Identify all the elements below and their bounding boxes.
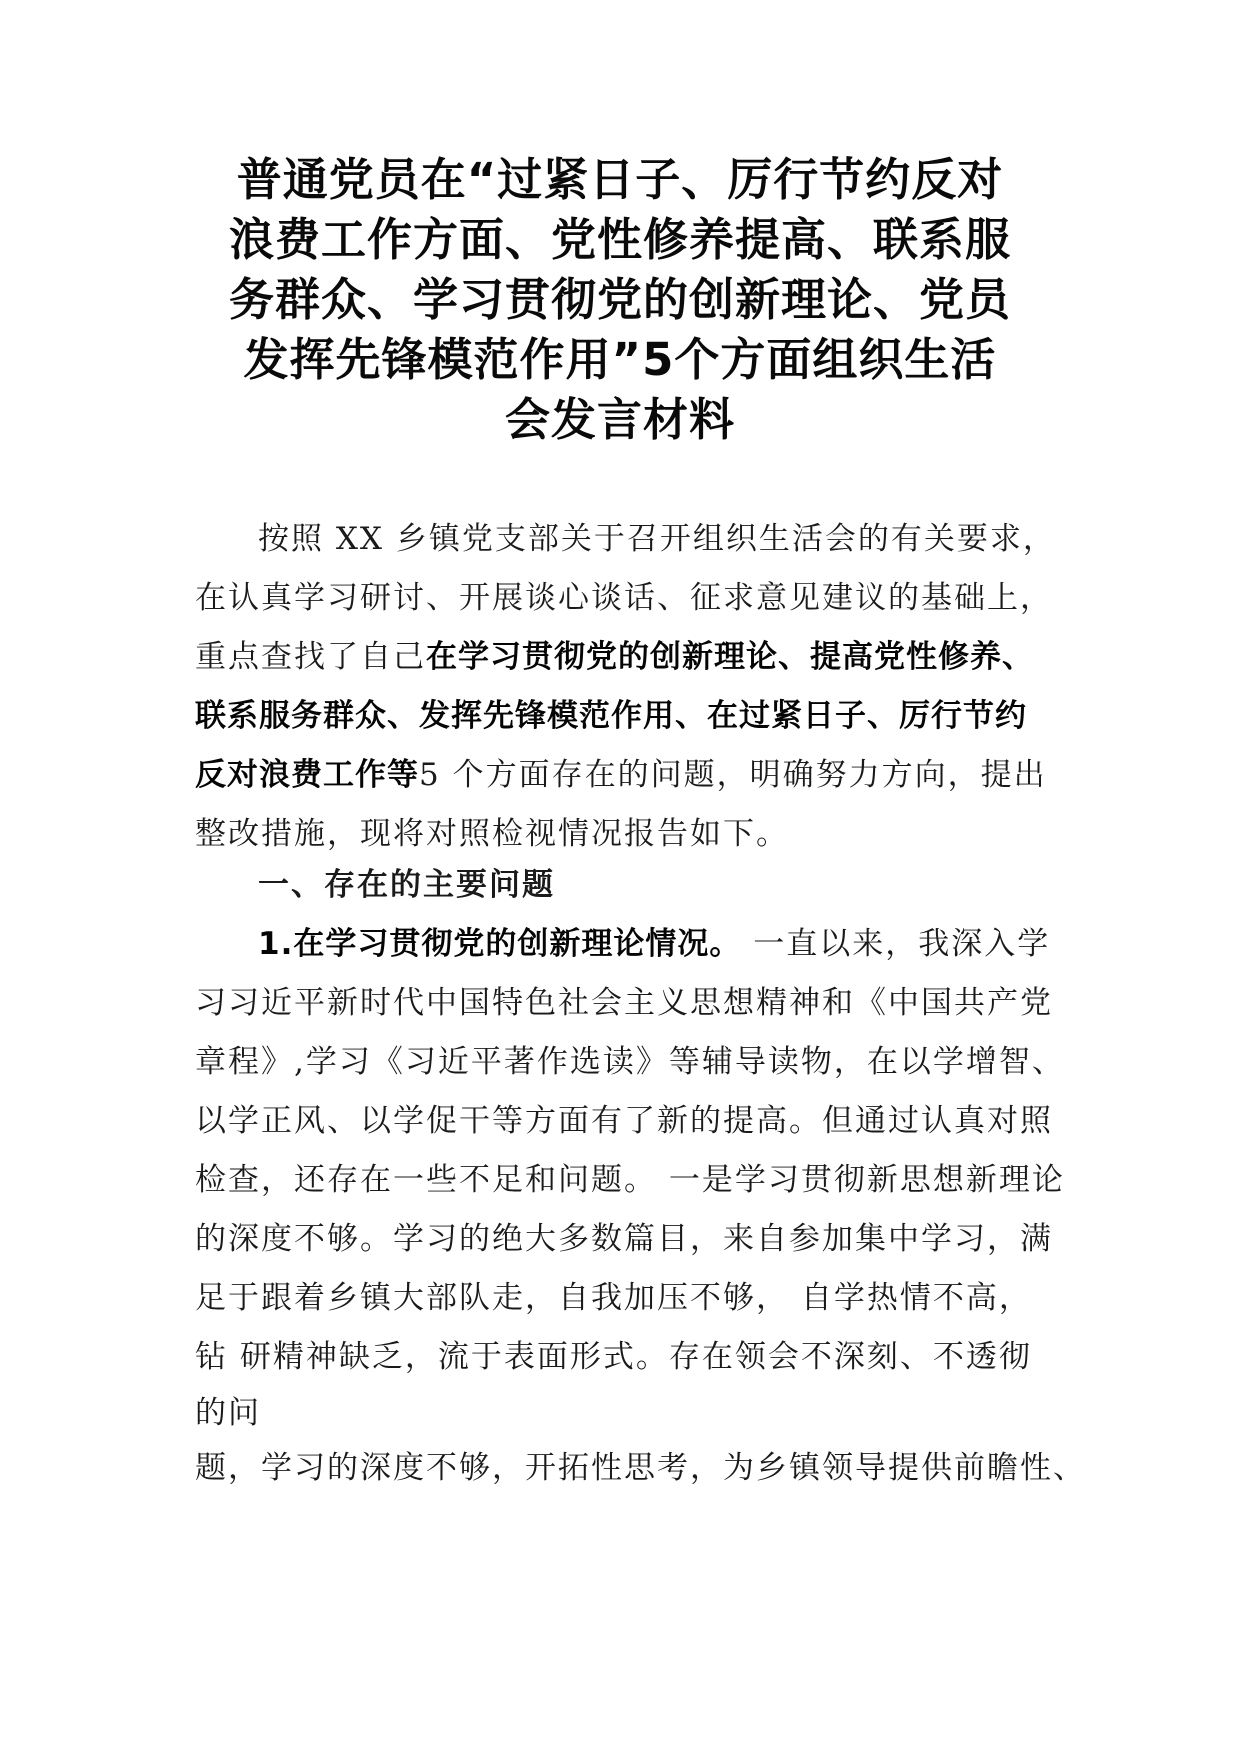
paragraph-line (195, 915, 1065, 974)
section-heading (195, 856, 1065, 915)
bold-text: 在学习贯彻党的创新理论、提高党性修养、 (426, 639, 1034, 675)
paragraph-line: 章程》,学习《习近平著作选读》等辅导读物，在以学增智、 (195, 1044, 1065, 1080)
section-1-heading: 一、存在的主要问题 (258, 867, 555, 903)
title-line: 浪费工作方面、党性修养提高、联系服 (228, 213, 1011, 266)
title-line: 会发言材料 (504, 393, 735, 446)
paragraph-line (195, 746, 1065, 805)
paragraph-line: 联系服务群众、发挥先锋模范作用、在过紧日子、厉行节约 (195, 698, 1027, 734)
paragraph-line: 以学正风、以学促干等方面有了新的提高。但通过认真对照 (195, 1103, 1053, 1139)
paragraph-line: 习习近平新时代中国特色社会主义思想精神和《中国共产党 (195, 985, 1053, 1021)
paragraph-line: 在认真学习研讨、开展谈心谈话、征求意见建议的基础上， (195, 580, 1053, 616)
plain-text: 重点查找了自己 (195, 639, 426, 675)
paragraph-line (195, 628, 1065, 687)
plain-text: 5 个方面存在的问题，明确努力方向，提出 (419, 757, 1047, 793)
plain-text: 一直以来，我深入学 (741, 926, 1051, 962)
paragraph-line: 按照 XX 乡镇党支部关于召开组织生活会的有关要求， (258, 521, 1056, 557)
paragraph-line: 足于跟着乡镇大部队走，自我加压不够， 自学热情不高， (195, 1280, 1032, 1316)
document-title (180, 150, 1060, 450)
bold-text: 反对浪费工作等 (195, 757, 419, 793)
title-line: 发挥先锋模范作用”5个方面组织生活 (243, 333, 997, 386)
item-1-heading: 1.在学习贯彻党的创新理论情况。 (258, 926, 742, 962)
paragraph-line: 检查，还存在一些不足和问题。 一是学习贯彻新思想新理论 (195, 1162, 1065, 1198)
paragraph-line: 钻 研精神缺乏，流于表面形式。存在领会不深刻、不透彻 (195, 1339, 1032, 1375)
paragraph-line: 的问 (195, 1395, 261, 1431)
paragraph-line: 整改措施，现将对照检视情况报告如下。 (195, 816, 789, 852)
paragraph-line: 的深度不够。学习的绝大多数篇目，来自参加集中学习，满 (195, 1221, 1053, 1257)
item-1-paragraph (195, 915, 1086, 1498)
intro-paragraph (195, 510, 1065, 864)
title-line: 普通党员在“过紧日子、厉行节约反对 (236, 153, 1004, 206)
title-line: 务群众、学习贯彻党的创新理论、党员 (228, 273, 1011, 326)
paragraph-line: 题，学习的深度不够，开拓性思考，为乡镇领导提供前瞻性、 (195, 1450, 1086, 1486)
